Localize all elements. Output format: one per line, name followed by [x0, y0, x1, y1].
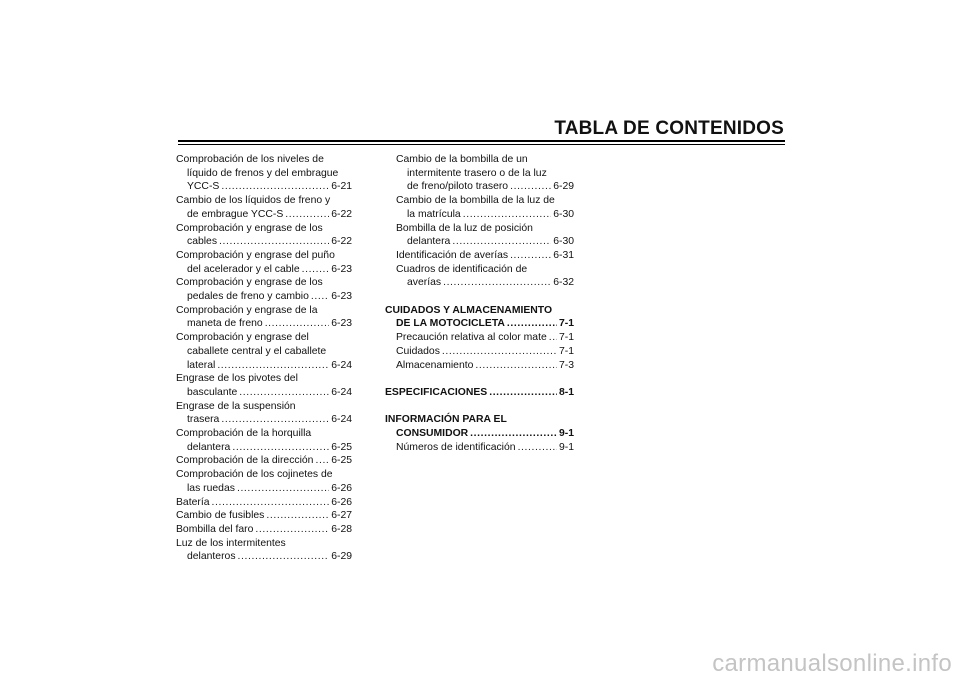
page-number: 6-23 [331, 291, 352, 303]
toc-entry-row [176, 413, 352, 427]
toc-section[interactable] [385, 304, 574, 331]
toc-entry-line: Luz de los intermitentes [176, 537, 286, 549]
toc-entry-line: Bombilla de la luz de posición [396, 222, 533, 234]
page-number: 6-24 [331, 359, 352, 371]
toc-entry-title: Precaución relativa al color mate [396, 332, 547, 344]
toc-entry[interactable] [176, 153, 352, 194]
toc-entry[interactable] [176, 537, 352, 564]
page-number: 6-23 [331, 318, 352, 330]
toc-entry-row [385, 386, 574, 400]
section-gap [385, 400, 574, 414]
toc-entry-title: la matrícula [407, 208, 461, 220]
toc-entry[interactable] [176, 454, 352, 468]
toc-entry-row [385, 345, 574, 359]
toc-entry-title: pedales de freno y cambio [187, 291, 309, 303]
toc-entry-row [176, 496, 352, 510]
toc-entry[interactable] [385, 222, 574, 249]
page-number: 6-26 [331, 496, 352, 508]
dot-leader [452, 235, 551, 249]
page-number: 6-32 [553, 277, 574, 289]
page-number: 6-30 [553, 236, 574, 248]
watermark: carmanualsonline.info [712, 650, 952, 677]
toc-entry-row [385, 276, 574, 290]
toc-entry[interactable] [176, 331, 352, 372]
toc-column-left [176, 153, 352, 564]
toc-entry-line: Cuadros de identificación de [396, 263, 528, 275]
toc-entry[interactable] [385, 359, 574, 373]
page-number: 9-1 [558, 428, 574, 440]
toc-entry-title: maneta de freno [187, 318, 263, 330]
toc-entry-line: Cambio de los líquidos de freno y [176, 195, 331, 207]
toc-entry-row [176, 386, 352, 400]
toc-entry-line: Comprobación de la horquilla [176, 428, 312, 440]
dot-leader [255, 523, 329, 537]
toc-entry-row [176, 482, 352, 496]
dot-leader [463, 208, 551, 222]
toc-entry-row [176, 208, 352, 222]
toc-entry-title: delantera [187, 441, 231, 453]
toc-entry-title: Cambio de fusibles [176, 510, 265, 522]
toc-entry-title: ESPECIFICACIONES [385, 386, 488, 398]
toc-entry[interactable] [385, 153, 574, 194]
toc-entry-title: Números de identificación [396, 441, 516, 453]
toc-entry-row [176, 290, 352, 304]
toc-entry-row [385, 317, 574, 331]
toc-entry-row [176, 550, 352, 564]
dot-leader [219, 235, 329, 249]
toc-entry-line: Comprobación y engrase de los [176, 222, 323, 234]
dot-leader [470, 427, 557, 441]
toc-entry-line: Comprobación de los cojinetes de [176, 469, 333, 481]
toc-entry[interactable] [176, 372, 352, 399]
toc-entry[interactable] [385, 331, 574, 345]
toc-entry-line: Comprobación y engrase de la [176, 304, 318, 316]
dot-leader [239, 386, 329, 400]
dot-leader [489, 386, 557, 400]
toc-entry[interactable] [176, 276, 352, 303]
toc-entry[interactable] [176, 496, 352, 510]
toc-entry[interactable] [385, 263, 574, 290]
toc-entry-title: lateral [187, 359, 216, 371]
dot-leader [221, 413, 329, 427]
toc-entry[interactable] [176, 509, 352, 523]
toc-entry-row [176, 509, 352, 523]
toc-entry-row [176, 441, 352, 455]
toc-entry[interactable] [176, 523, 352, 537]
toc-entry-line: Comprobación y engrase del [176, 332, 309, 344]
toc-entry[interactable] [176, 304, 352, 331]
toc-entry-title: las ruedas [187, 482, 235, 494]
dot-leader [302, 263, 330, 277]
toc-entry-title: Cuidados [396, 345, 440, 357]
dot-leader [217, 359, 329, 373]
toc-entry[interactable] [385, 345, 574, 359]
toc-entry-line: caballete central y el caballete [187, 345, 327, 357]
toc-entry-line: INFORMACIÓN PARA EL [385, 414, 507, 426]
dot-leader [507, 317, 557, 331]
toc-entry-row [385, 359, 574, 373]
toc-entry-row [385, 249, 574, 263]
toc-entry-title: de freno/piloto trasero [407, 181, 509, 193]
dot-leader [510, 180, 551, 194]
page-number: 7-1 [558, 332, 574, 344]
dot-leader [510, 249, 551, 263]
toc-entry-row [176, 454, 352, 468]
toc-entry-line: Cambio de la bombilla de un [396, 154, 528, 165]
toc-entry-row [385, 427, 574, 441]
toc-entry-row [385, 331, 574, 345]
toc-entry-title: delanteros [187, 551, 236, 563]
toc-entry-title: Batería [176, 496, 210, 508]
toc-entry-row [385, 180, 574, 194]
toc-entry-title: Bombilla del faro [176, 523, 254, 535]
toc-entry-row [176, 523, 352, 537]
dot-leader [265, 317, 330, 331]
dot-leader [237, 482, 329, 496]
page-number: 6-30 [553, 208, 574, 220]
toc-entry-row [176, 359, 352, 373]
toc-entry-line: Engrase de los pivotes del [176, 373, 298, 385]
page-number: 6-22 [331, 236, 352, 248]
dot-leader [443, 276, 551, 290]
dot-leader [221, 180, 329, 194]
toc-entry-line: Comprobación y engrase de los [176, 277, 323, 289]
dot-leader [266, 509, 329, 523]
toc-entry-row [385, 208, 574, 222]
dot-leader [311, 290, 329, 304]
toc-column-right [385, 153, 574, 454]
section-gap [385, 372, 574, 386]
page-number: 6-27 [331, 510, 352, 522]
toc-entry-title: averías [407, 277, 442, 289]
toc-entry-title: delantera [407, 236, 451, 248]
toc-entry-line: Comprobación de los niveles de [176, 154, 324, 165]
title-rule-thin [178, 144, 785, 145]
toc-entry[interactable] [176, 194, 352, 221]
dot-leader [238, 550, 330, 564]
toc-entry-title: de embrague YCC-S [187, 208, 284, 220]
toc-entry[interactable] [176, 427, 352, 454]
toc-entry[interactable] [176, 468, 352, 495]
dot-leader [475, 359, 557, 373]
page-number: 9-1 [558, 441, 574, 453]
toc-entry-row [176, 263, 352, 277]
toc-entry[interactable] [176, 249, 352, 276]
section-gap [385, 290, 574, 304]
page-number: 6-26 [331, 482, 352, 494]
page-number: 8-1 [558, 386, 574, 398]
toc-entry-title: Identificación de averías [396, 249, 509, 261]
page-number: 6-28 [331, 523, 352, 535]
dot-leader [518, 441, 557, 455]
toc-entry-line: Engrase de la suspensión [176, 400, 296, 412]
page-number: 6-22 [331, 208, 352, 220]
page-number: 6-24 [331, 386, 352, 398]
toc-entry-title: del acelerador y el cable [187, 263, 300, 275]
toc-entry-title: YCC-S [187, 181, 220, 193]
page-number: 7-3 [558, 359, 574, 371]
dot-leader [315, 454, 329, 468]
toc-entry-title: basculante [187, 386, 238, 398]
toc-entry-line: líquido de frenos y del embrague [187, 167, 339, 179]
toc-entry-title: Comprobación de la dirección [176, 455, 314, 467]
toc-entry-title: trasera [187, 414, 220, 426]
page-number: 7-1 [558, 345, 574, 357]
toc-entry-title: cables [187, 236, 218, 248]
page-number: 6-21 [331, 181, 352, 193]
toc-entry-line: Cambio de la bombilla de la luz de [396, 195, 555, 207]
toc-entry[interactable] [176, 400, 352, 427]
page-number: 6-25 [331, 455, 352, 467]
page-number: 6-29 [331, 551, 352, 563]
dot-leader [549, 331, 557, 345]
toc-entry-row [176, 235, 352, 249]
page-number: 6-31 [553, 249, 574, 261]
toc-entry-line: Comprobación y engrase del puño [176, 249, 335, 261]
page-number: 6-29 [553, 181, 574, 193]
toc-entry-title: DE LA MOTOCICLETA [396, 318, 505, 330]
toc-section[interactable] [385, 413, 574, 440]
toc-entry-row [385, 441, 574, 455]
page-number: 6-23 [331, 263, 352, 275]
title-rule-thick [178, 140, 785, 142]
page-title: TABLA DE CONTENIDOS [554, 118, 784, 139]
toc-section[interactable] [385, 386, 574, 400]
page-number: 7-1 [558, 318, 574, 330]
dot-leader [285, 208, 329, 222]
toc-entry-title: Almacenamiento [396, 359, 474, 371]
toc-entry[interactable] [176, 222, 352, 249]
toc-entry[interactable] [385, 194, 574, 221]
toc-entry[interactable] [385, 441, 574, 455]
toc-entry-row [385, 235, 574, 249]
page-number: 6-25 [331, 441, 352, 453]
toc-entry-row [176, 317, 352, 331]
page-number: 6-24 [331, 414, 352, 426]
toc-entry-row [176, 180, 352, 194]
dot-leader [442, 345, 557, 359]
dot-leader [212, 496, 330, 510]
toc-entry-title: CONSUMIDOR [396, 428, 469, 440]
toc-entry[interactable] [385, 249, 574, 263]
toc-entry-line: CUIDADOS Y ALMACENAMIENTO [385, 304, 553, 316]
toc-entry-line: intermitente trasero o de la luz [407, 167, 547, 179]
dot-leader [232, 441, 329, 455]
